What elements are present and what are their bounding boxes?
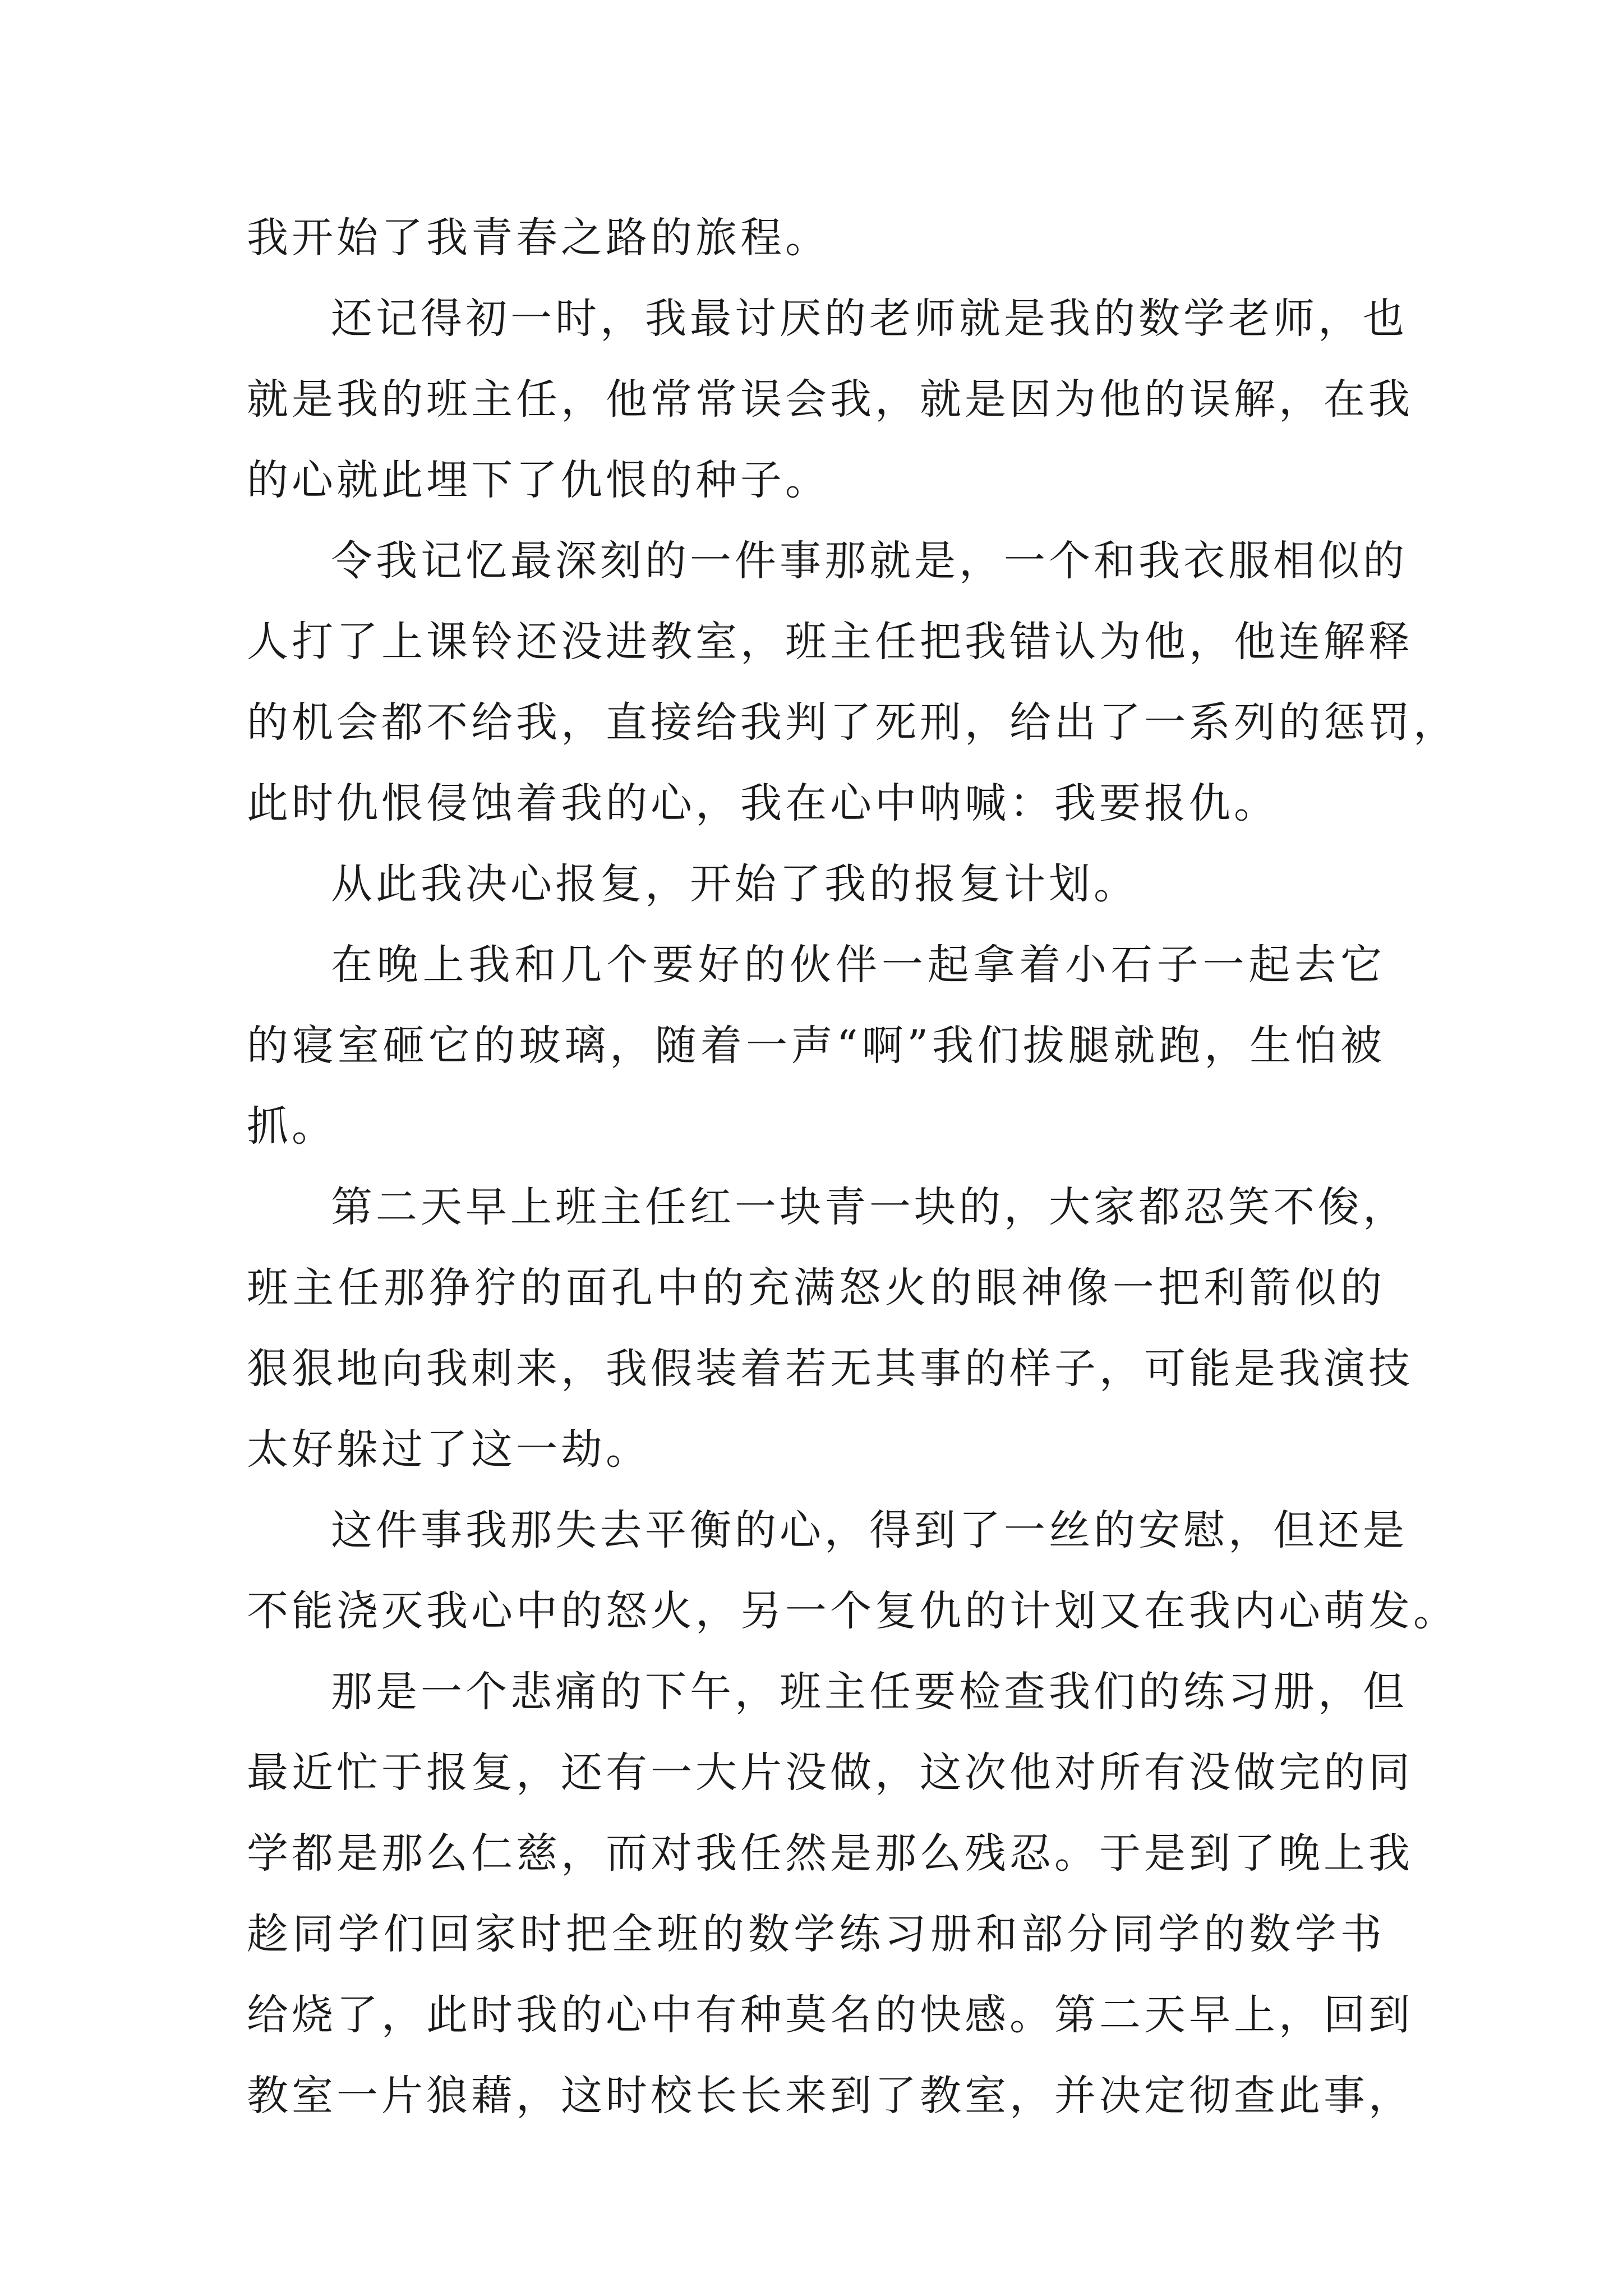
- text-line: 此时仇恨侵蚀着我的心，我在心中呐喊：我要报仇。: [247, 779, 1279, 827]
- text-line: 班主任那狰狞的面孔中的充满怒火的眼神像一把利箭似的: [247, 1264, 1385, 1312]
- text-line: 那是一个悲痛的下午，班主任要检查我们的练习册，但: [331, 1668, 1408, 1716]
- text-line: 不能浇灭我心中的怒火，另一个复仇的计划又在我内心萌发。: [247, 1587, 1458, 1635]
- text-line: 令我记忆最深刻的一件事那就是，一个和我衣服相似的: [331, 537, 1408, 585]
- text-line: 教室一片狼藉，这时校长长来到了教室，并决定彻查此事，: [247, 2072, 1413, 2120]
- text-line: 给烧了，此时我的心中有种莫名的快感。第二天早上，回到: [247, 1991, 1413, 2039]
- text-line: 我开始了我青春之路的旅程。: [247, 214, 830, 262]
- body-text: [247, 197, 1458, 2136]
- text-line: 从此我决心报复，开始了我的报复计划。: [331, 860, 1138, 908]
- text-line: 趁同学们回家时把全班的数学练习册和部分同学的数学书: [247, 1910, 1385, 1958]
- text-line: 这件事我那失去平衡的心，得到了一丝的安慰，但还是: [331, 1506, 1408, 1554]
- text-line: 人打了上课铃还没进教室，班主任把我错认为他，他连解释: [247, 618, 1413, 666]
- text-line: 最近忙于报复，还有一大片没做，这次他对所有没做完的同: [247, 1749, 1413, 1797]
- text-line: 抓。: [247, 1102, 336, 1151]
- text-line: 在晚上我和几个要好的伙伴一起拿着小石子一起去它: [331, 941, 1385, 989]
- text-line: 的机会都不给我，直接给我判了死刑，给出了一系列的惩罚，: [247, 698, 1458, 747]
- text-line: 学都是那么仁慈，而对我任然是那么残忍。于是到了晚上我: [247, 1829, 1413, 1878]
- text-line: 的寝室砸它的玻璃，随着一声“啊”我们拔腿就跑，生怕被: [247, 1022, 1385, 1070]
- text-line: 第二天早上班主任红一块青一块的，大家都忍笑不俊，: [331, 1183, 1408, 1231]
- text-line: 太好躲过了这一劫。: [247, 1425, 651, 1474]
- text-line: 的心就此埋下了仇恨的种子。: [247, 456, 830, 504]
- text-line: 还记得初一时，我最讨厌的老师就是我的数学老师，也: [331, 295, 1408, 343]
- text-line: 狠狠地向我刺来，我假装着若无其事的样子，可能是我演技: [247, 1345, 1413, 1393]
- text-line: 就是我的班主任，他常常误会我，就是因为他的误解，在我: [247, 375, 1413, 424]
